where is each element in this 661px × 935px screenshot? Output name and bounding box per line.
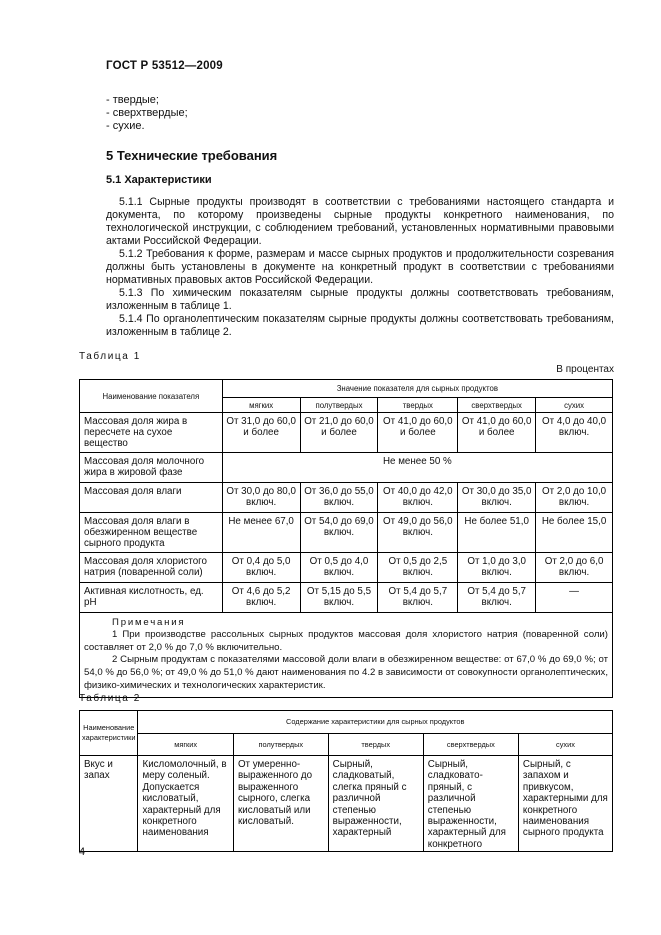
table1-caption: Таблица 1 [79, 351, 141, 362]
table-cell: От 2,0 до 10,0 включ. [536, 482, 613, 512]
paragraph: 5.1.3 По химическим показателям сырные продукты должны соответствовать требованиям, изложенным в таблице 1. [106, 287, 614, 313]
table-cell: От 30,0 до 80,0 включ. [222, 482, 300, 512]
table1-indicator-header: Наименование показателя [80, 380, 223, 413]
table-row [80, 756, 613, 852]
table-cell: Кисломолочный, в меру соленый. Допускается кисловатый, характерный для конкретного наименования [138, 756, 233, 852]
table-cell: От 0,4 до 5,0 включ. [222, 552, 300, 582]
table2-col-header: сверхтвердых [423, 734, 518, 756]
note-item: 2 Сырным продуктам с показателями массовой доли влаги в обезжиренном веществе: от 67,0 % до 69,0 %; от 54,0 % до 56,0 %; от 49,0 % до 51,0 % дают наименования по 4.2 в зависимости от совокупности органолептических, физико-химических и технологических характеристик. [84, 654, 608, 691]
table-cell: От 5,4 до 5,7 включ. [458, 582, 536, 612]
table-cell: — [536, 582, 613, 612]
list-item: - твердые; [106, 94, 159, 106]
table-cell: От 36,0 до 55,0 включ. [300, 482, 378, 512]
table-cell: От 0,5 до 2,5 включ. [378, 552, 458, 582]
table-cell: От 41,0 до 60,0 и более [378, 413, 458, 453]
table2 [79, 710, 613, 852]
table-cell: От 0,5 до 4,0 включ. [300, 552, 378, 582]
table-cell: От 1,0 до 3,0 включ. [458, 552, 536, 582]
table-cell: От 5,4 до 5,7 включ. [378, 582, 458, 612]
indicator-name: Активная кислотность, ед. pH [80, 582, 223, 612]
table2-col-header: мягких [138, 734, 233, 756]
characteristic-name: Вкус и запах [80, 756, 138, 852]
table-cell: От 31,0 до 60,0 и более [222, 413, 300, 453]
table1-units: В процентах [556, 364, 614, 375]
list-item: - сверхтвердые; [106, 107, 188, 119]
indicator-name: Массовая доля влаги в обезжиренном веществе сырного продукта [80, 512, 223, 552]
notes-title: Примечания [112, 616, 186, 628]
table-row [80, 512, 613, 552]
table-cell: От 5,15 до 5,5 включ. [300, 582, 378, 612]
table-cell: От 41,0 до 60,0 и более [458, 413, 536, 453]
table-cell: Не более 51,0 [458, 512, 536, 552]
table2-col-header: сухих [518, 734, 612, 756]
paragraph: 5.1.2 Требования к форме, размерам и массе сырных продуктов и продолжительности созревания должны быть установлены в документе на конкретный продукт в соответствии с требованиями нормативных правовых актов Российской Федерации. [106, 248, 614, 287]
table-cell: От 30,0 до 35,0 включ. [458, 482, 536, 512]
list-item: - сухие. [106, 120, 145, 132]
document-header: ГОСТ Р 53512—2009 [106, 60, 223, 72]
table-cell: От 4,6 до 5,2 включ. [222, 582, 300, 612]
paragraph: 5.1.1 Сырные продукты производят в соответствии с требованиями настоящего стандарта и документа, по которому произведены сырные продукты конкретного наименования, по технологической инструкции, с соблюдением требований, установленных нормативными правовыми актами Российской Федерации. [106, 196, 614, 248]
table-cell: От 4,0 до 40,0 включ. [536, 413, 613, 453]
table-notes-row [80, 612, 613, 698]
page-number: 4 [79, 846, 86, 858]
table2-col-header: твердых [328, 734, 423, 756]
table-cell: Сырный, сладковато-пряный, с различной степенью выраженности, характерный для конкретного [423, 756, 518, 852]
table-cell: От 54,0 до 69,0 включ. [300, 512, 378, 552]
indicator-name: Массовая доля хлористого натрия (поваренной соли) [80, 552, 223, 582]
table-row [80, 413, 613, 453]
section-title: 5 Технические требования [106, 148, 278, 163]
table-row [80, 482, 613, 512]
table2-group-header: Содержание характеристики для сырных продуктов [138, 711, 613, 734]
table-row [80, 452, 613, 482]
subsection-title: 5.1 Характеристики [106, 174, 212, 186]
table1-col-header: сверхтвердых [458, 398, 536, 413]
table-cell: Не более 15,0 [536, 512, 613, 552]
note-item: 1 При производстве рассольных сырных продуктов массовая доля хлористого натрия (поваренной соли) составляет от 2,0 % до 7,0 % включительно. [84, 629, 608, 653]
table-row [80, 552, 613, 582]
table-row [80, 582, 613, 612]
indicator-name: Массовая доля влаги [80, 482, 223, 512]
table-cell: От умеренно-выраженного до выраженного сырного, слегка кисловатый или кисловатый. [233, 756, 328, 852]
table1-col-header: полутвердых [300, 398, 378, 413]
table-cell: Не менее 67,0 [222, 512, 300, 552]
indicator-name: Массовая доля молочного жира в жировой фазе [80, 452, 223, 482]
table-cell: От 40,0 до 42,0 включ. [378, 482, 458, 512]
table-cell: От 2,0 до 6,0 включ. [536, 552, 613, 582]
indicator-name: Массовая доля жира в пересчете на сухое вещество [80, 413, 223, 453]
table1 [79, 379, 613, 698]
table1-group-header: Значение показателя для сырных продуктов [222, 380, 612, 398]
table-cell-merged: Не менее 50 % [222, 452, 612, 482]
table-cell: Сырный, сладковатый, слегка пряный с различной степенью выраженности, характерный [328, 756, 423, 852]
table1-col-header: мягких [222, 398, 300, 413]
table2-col-header: полутвердых [233, 734, 328, 756]
paragraph: 5.1.4 По органолептическим показателям сырные продукты должны соответствовать требованиям, изложенным в таблице 2. [106, 313, 614, 339]
table-cell: От 49,0 до 56,0 включ. [378, 512, 458, 552]
table2-char-header: Наименование характеристики [80, 711, 138, 756]
table-cell: От 21,0 до 60,0 и более [300, 413, 378, 453]
table1-col-header: сухих [536, 398, 613, 413]
table2-caption: Таблица 2 [79, 693, 141, 704]
table1-col-header: твердых [378, 398, 458, 413]
table-cell: Сырный, с запахом и привкусом, характерными для конкретного наименования сырного продукта [518, 756, 612, 852]
table1-notes [80, 612, 613, 698]
